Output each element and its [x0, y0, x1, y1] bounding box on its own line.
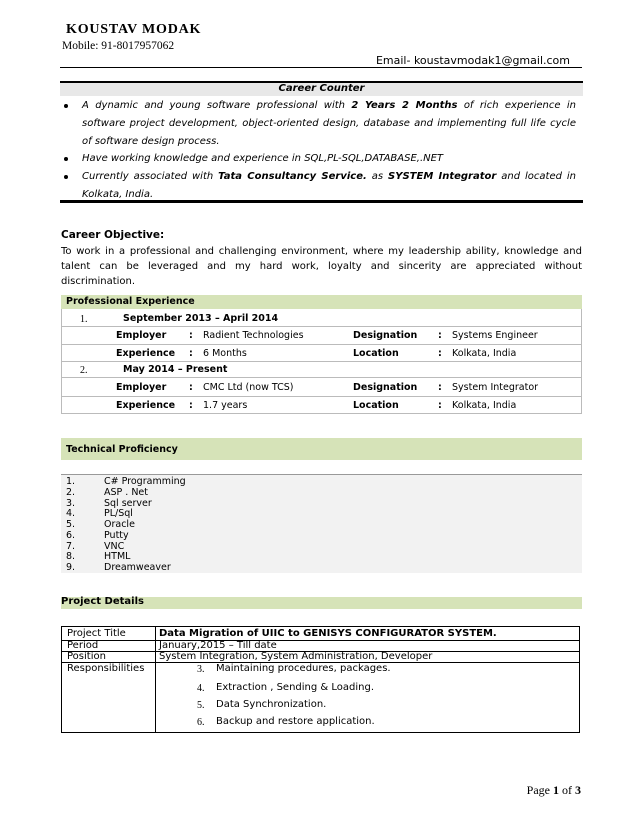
designation-label: Designation [353, 382, 418, 393]
project-position-label: Position [67, 651, 106, 662]
designation-value: System Integrator [452, 382, 539, 393]
employer-label: Employer [116, 330, 167, 341]
bullet-text: as [366, 171, 389, 182]
skill-number: 1. [66, 476, 76, 487]
project-responsibilities-label: Responsibilities [67, 663, 145, 674]
bullet-text: Currently associated with [82, 171, 219, 182]
project-period-value: January,2015 – Till date [159, 640, 277, 651]
responsibility-item: Data Synchronization. [216, 699, 327, 710]
bullet-bold-text: 2 Years 2 Months [351, 100, 458, 111]
location-value: Kolkata, India [452, 348, 517, 359]
technical-title: Technical Proficiency [66, 444, 178, 455]
skill-number: 9. [66, 562, 76, 573]
job-number: 2. [80, 365, 88, 376]
bullet-text: of rich experience in software project development, object-oriented design, database and implementing full life cycle of software design process. [82, 100, 576, 147]
job-number: 1. [80, 314, 88, 325]
job-period: September 2013 – April 2014 [123, 313, 279, 324]
colon: : [189, 382, 193, 393]
row-divider [61, 361, 582, 362]
table-row-divider [61, 640, 580, 641]
project-period-label: Period [67, 640, 99, 651]
location-label: Location [353, 348, 399, 359]
bullet-bold-text: Tata Consultancy Service. [218, 171, 367, 182]
skill-item: PL/Sql [104, 508, 133, 519]
row-divider [61, 344, 582, 345]
skill-number: 6. [66, 530, 76, 541]
experience-label: Experience [116, 348, 176, 359]
career-bullet-2 [62, 150, 576, 168]
location-value: Kolkata, India [452, 400, 517, 411]
project-title-heading: Project Details [61, 596, 144, 607]
page-label: Page [526, 783, 553, 797]
row-divider [61, 326, 582, 327]
bullet-dot [64, 175, 68, 179]
responsibility-number: 3. [197, 664, 205, 675]
candidate-name: KOUSTAV MODAK [66, 22, 202, 37]
experience-title: Professional Experience [66, 296, 195, 307]
table-column-divider [155, 626, 156, 733]
employer-value: Radient Technologies [203, 330, 304, 341]
career-bullet-1 [62, 97, 576, 151]
colon: : [438, 330, 442, 341]
mobile-number: Mobile: 91-8017957062 [62, 40, 175, 52]
row-divider [61, 377, 582, 378]
responsibility-number: 5. [197, 700, 205, 711]
bullet-text: A dynamic and young software professional with [82, 100, 352, 111]
skill-number: 3. [66, 498, 76, 509]
responsibility-number: 4. [197, 683, 205, 694]
project-position-value: System Integration, System Administration, Developer [159, 651, 433, 662]
bullet-text: and located in Kolkata, India. [82, 171, 576, 200]
skill-item: Sql server [104, 498, 152, 509]
total-pages: 3 [575, 783, 581, 797]
skill-item: HTML [104, 551, 131, 562]
page-of-label: of [559, 783, 575, 797]
skill-number: 7. [66, 541, 76, 552]
colon: : [438, 400, 442, 411]
project-title-label: Project Title [67, 628, 126, 639]
header-divider [60, 67, 582, 68]
email-address: Email- koustavmodak1@gmail.com [375, 54, 570, 67]
project-title-value: Data Migration of UIIC to GENISYS CONFIGURATOR SYSTEM. [159, 628, 497, 639]
skill-item: Putty [104, 530, 129, 541]
location-label: Location [353, 400, 399, 411]
page-number [527, 783, 581, 798]
skill-item: ASP . Net [104, 487, 148, 498]
career-bullet-3 [62, 168, 576, 204]
employer-label: Employer [116, 382, 167, 393]
skill-item: VNC [104, 541, 125, 552]
career-objective-text: To work in a professional and challenging environment, where my leadership ability, knowledge and talent can be leveraged and my hard work, loyalty and sincerity are appreciated without discrimination. [61, 246, 582, 287]
bullet-text: Have working knowledge and experience in SQL,PL-SQL,DATABASE,.NET [82, 153, 444, 164]
colon: : [438, 348, 442, 359]
colon: : [438, 382, 442, 393]
career-counter-title: Career Counter [278, 83, 365, 94]
colon: : [189, 348, 193, 359]
skill-number: 4. [66, 508, 76, 519]
responsibility-item: Backup and restore application. [216, 716, 375, 727]
designation-value: Systems Engineer [452, 330, 538, 341]
job-period: May 2014 – Present [123, 364, 228, 375]
skill-number: 5. [66, 519, 76, 530]
current-page: 1 [553, 783, 559, 797]
responsibility-item: Maintaining procedures, packages. [216, 663, 391, 674]
employer-value: CMC Ltd (now TCS) [203, 382, 294, 393]
skill-item: Oracle [104, 519, 135, 530]
responsibility-item: Extraction , Sending & Loading. [216, 682, 375, 693]
experience-value: 1.7 years [203, 400, 248, 411]
responsibility-number: 6. [197, 717, 205, 728]
bullet-dot [64, 157, 68, 161]
skill-number: 8. [66, 551, 76, 562]
bullet-dot [64, 104, 68, 108]
skill-item: C# Programming [104, 476, 186, 487]
colon: : [189, 400, 193, 411]
experience-value: 6 Months [203, 348, 247, 359]
colon: : [189, 330, 193, 341]
experience-label: Experience [116, 400, 176, 411]
designation-label: Designation [353, 330, 418, 341]
career-objective-heading: Career Objective: [61, 229, 165, 241]
row-divider [61, 396, 582, 397]
skill-number: 2. [66, 487, 76, 498]
bullet-bold-text: SYSTEM Integrator [388, 171, 497, 182]
skill-item: Dreamweaver [104, 562, 171, 573]
